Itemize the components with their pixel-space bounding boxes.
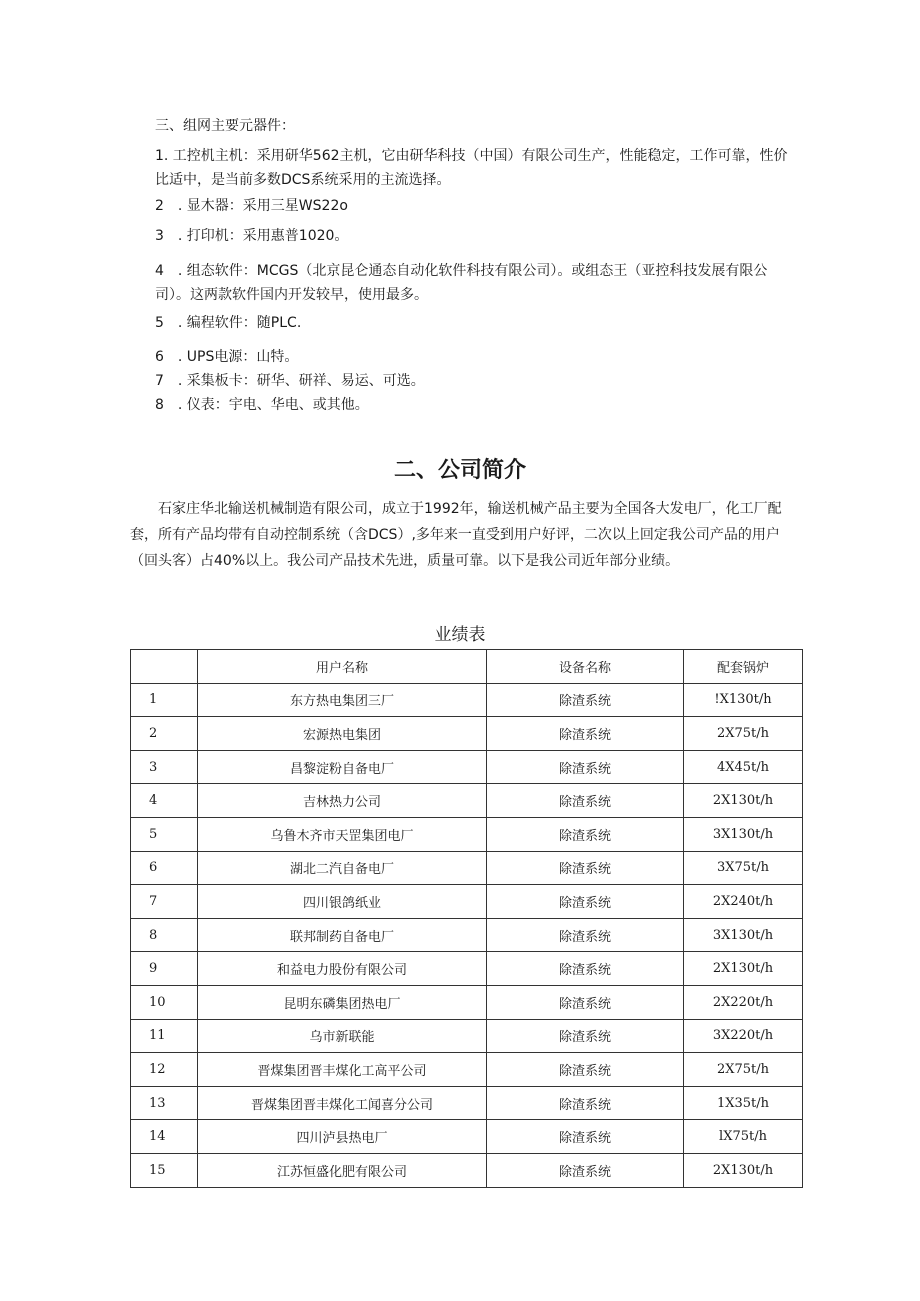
cell-index: 3 [131,750,198,784]
cell-index: 15 [131,1153,198,1187]
cell-boiler: 3X130t/h [684,918,803,952]
cell-device-name: 除渣系统 [487,952,684,986]
cell-index: 4 [131,784,198,818]
cell-user-name: 吉林热力公司 [198,784,487,818]
table-row [131,1086,803,1120]
cell-user-name: 东方热电集团三厂 [198,683,487,717]
cell-boiler: 4X45t/h [684,750,803,784]
table-row [131,1120,803,1154]
cell-index: 1 [131,683,198,717]
cell-user-name: 宏源热电集团 [198,717,487,751]
cell-boiler: 1X35t/h [684,1086,803,1120]
performance-table [130,649,803,1188]
cell-boiler: 2X240t/h [684,885,803,919]
cell-boiler: !X130t/h [684,683,803,717]
component-item-5: 5 . 编程软件：随PLC. [155,315,302,331]
cell-index: 14 [131,1120,198,1154]
table-row [131,851,803,885]
cell-user-name: 和益电力股份有限公司 [198,952,487,986]
cell-boiler: 2X75t/h [684,1053,803,1087]
cell-user-name: 江苏恒盛化肥有限公司 [198,1153,487,1187]
header-user-name: 用户名称 [198,650,487,684]
cell-user-name: 昌黎淀粉自备电厂 [198,750,487,784]
cell-boiler: 2X130t/h [684,1153,803,1187]
cell-device-name: 除渣系统 [487,851,684,885]
table-row [131,918,803,952]
cell-device-name: 除渣系统 [487,1053,684,1087]
cell-index: 11 [131,1019,198,1053]
table-caption: 业绩表 [434,625,486,645]
cell-user-name: 昆明东磷集团热电厂 [198,985,487,1019]
cell-user-name: 联邦制药自备电厂 [198,918,487,952]
table-header-row [131,650,803,684]
header-index [131,650,198,684]
cell-device-name: 除渣系统 [487,1153,684,1187]
cell-index: 13 [131,1086,198,1120]
cell-boiler: 2X130t/h [684,784,803,818]
cell-boiler: 3X220t/h [684,1019,803,1053]
component-item-2: 2 . 显木器：采用三星WS22o [155,198,348,214]
table-row [131,683,803,717]
header-boiler: 配套锅炉 [684,650,803,684]
cell-user-name: 湖北二汽自备电厂 [198,851,487,885]
table-row [131,750,803,784]
cell-user-name: 晋煤集团晋丰煤化工高平公司 [198,1053,487,1087]
cell-boiler: 3X130t/h [684,817,803,851]
cell-user-name: 四川泸县热电厂 [198,1120,487,1154]
cell-user-name: 晋煤集团晋丰煤化工闻喜分公司 [198,1086,487,1120]
cell-device-name: 除渣系统 [487,985,684,1019]
cell-device-name: 除渣系统 [487,885,684,919]
table-row [131,784,803,818]
header-device-name: 设备名称 [487,650,684,684]
cell-user-name: 四川银鸽纸业 [198,885,487,919]
table-row [131,885,803,919]
component-item-1: 1. 工控机主机：采用研华562主机，它由研华科技（中国）有限公司生产，性能稳定，工作可靠，性价比适中，是当前多数DCS系统采用的主流选择。 [155,148,788,188]
component-item-3: 3 . 打印机：采用惠普1020。 [155,228,349,244]
cell-user-name: 乌市新联能 [198,1019,487,1053]
table-row [131,1153,803,1187]
cell-device-name: 除渣系统 [487,1019,684,1053]
cell-device-name: 除渣系统 [487,817,684,851]
cell-device-name: 除渣系统 [487,784,684,818]
cell-index: 7 [131,885,198,919]
cell-index: 8 [131,918,198,952]
cell-index: 10 [131,985,198,1019]
cell-index: 9 [131,952,198,986]
cell-device-name: 除渣系统 [487,717,684,751]
cell-device-name: 除渣系统 [487,750,684,784]
cell-boiler: 2X220t/h [684,985,803,1019]
cell-user-name: 乌鲁木齐市天罡集团电厂 [198,817,487,851]
component-item-6: 6 . UPS电源：山特。 [155,349,299,365]
table-row [131,717,803,751]
cell-boiler: lX75t/h [684,1120,803,1154]
cell-boiler: 3X75t/h [684,851,803,885]
cell-index: 5 [131,817,198,851]
cell-index: 6 [131,851,198,885]
cell-device-name: 除渣系统 [487,683,684,717]
cell-device-name: 除渣系统 [487,918,684,952]
table-row [131,985,803,1019]
component-item-7: 7 . 采集板卡：研华、研祥、易运、可选。 [155,373,425,389]
cell-boiler: 2X130t/h [684,952,803,986]
table-row [131,1019,803,1053]
table-row [131,1053,803,1087]
cell-device-name: 除渣系统 [487,1086,684,1120]
company-intro: 石家庄华北输送机械制造有限公司，成立于1992年，输送机械产品主要为全国各大发电厂，化工厂配套，所有产品均带有自动控制系统（含DCS）,多年来一直受到用户好评，二次以上回定我公司产品的用户（回头客）占40%以上。我公司产品技术先进，质量可靠。以下是我公司近年部分业绩。 [130,501,782,569]
cell-index: 12 [131,1053,198,1087]
component-item-4: 4 . 组态软件：MCGS（北京昆仑通态自动化软件科技有限公司）。或组态王（亚控科技发展有限公司）。这两款软件国内开发较早，使用最多。 [155,263,768,303]
cell-device-name: 除渣系统 [487,1120,684,1154]
cell-boiler: 2X75t/h [684,717,803,751]
company-heading: 二、公司简介 [393,458,526,483]
table-row [131,952,803,986]
cell-index: 2 [131,717,198,751]
components-heading: 三、组网主要元器件： [155,118,295,134]
component-item-8: 8 . 仪表：宇电、华电、或其他。 [155,397,369,413]
table-row [131,817,803,851]
